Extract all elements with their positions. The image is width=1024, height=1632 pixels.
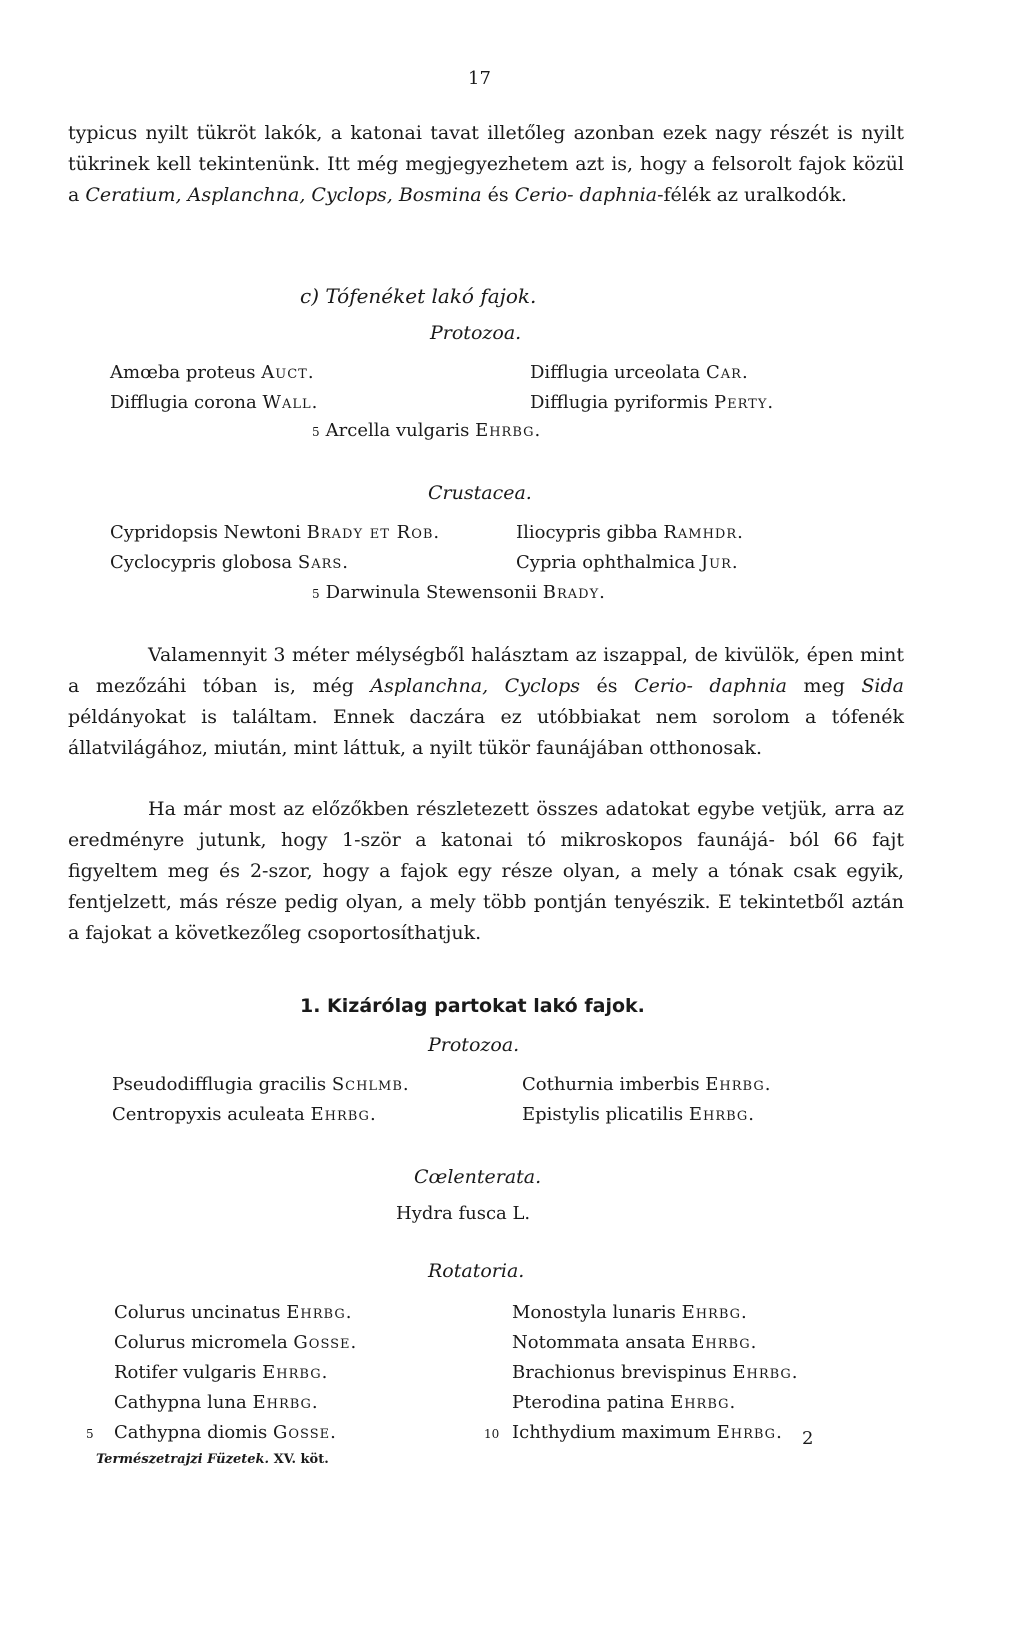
species-entry: Epistylis plicatilis Ehrbg.: [522, 1104, 756, 1125]
signature-mark: 2: [802, 1428, 814, 1449]
species-entry: Difflugia pyriformis Perty.: [530, 392, 775, 413]
species-entry: Rotifer vulgaris Ehrbg.: [114, 1362, 329, 1383]
section-c-protozoa-label: Protozoa.: [430, 322, 522, 344]
paragraph-2: Valamennyit 3 méter mélységből halásztam az iszappal, de kivülök, épen mint a mezőzáhi tóban is, még Asplanchna, Cyclops és Cerio- daphnia meg Sida példányokat is találtam. Ennek daczára ez utóbbiakat nem sorolom a tófenék állatvilágához, miután, mint láttuk, a nyilt tükör faunájában otthonosak.: [68, 644, 904, 759]
footer-journal: Természetrajzi Füzetek. XV. köt.: [96, 1452, 329, 1467]
intro-italic-1: Ceratium, Asplanchna, Cyclops, Bosmina: [85, 184, 482, 206]
intro-text-3: -félék az uralkodók.: [657, 184, 847, 206]
species-entry: Notommata ansata Ehrbg.: [512, 1332, 758, 1353]
species-entry: Hydra fusca L.: [396, 1203, 531, 1224]
species-entry: Cypria ophthalmica Jur.: [516, 552, 739, 573]
species-entry: 5 Darwinula Stewensonii Brady.: [312, 582, 606, 603]
species-entry: 5 Arcella vulgaris Ehrbg.: [312, 420, 542, 441]
species-entry: Monostyla lunaris Ehrbg.: [512, 1302, 748, 1323]
species-entry: Difflugia corona Wall.: [110, 392, 319, 413]
species-entry: 10 Ichthydium maximum Ehrbg.: [484, 1422, 783, 1443]
species-entry: Centropyxis aculeata Ehrbg.: [112, 1104, 377, 1125]
species-entry: Iliocypris gibba Ramhdr.: [516, 522, 744, 543]
species-entry: Difflugia urceolata Car.: [530, 362, 749, 383]
section-c-crustacea-label: Crustacea.: [428, 482, 532, 504]
species-entry: Cothurnia imberbis Ehrbg.: [522, 1074, 772, 1095]
intro-italic-2: Cerio- daphnia: [514, 184, 658, 206]
paragraph-3: Ha már most az előzőkben részletezett összes adatokat egybe vetjük, arra az eredményre jutunk, hogy 1-ször a katonai tó mikroskopos faunájá- ból 66 fajt figyeltem meg és 2-szor, hogy a fajok egy része olyan, a mely a tónak csak egyik, fentjelzett, más része pedig olyan, a mely több pontján tenyészik. E tekintetből aztán a fajokat a következőleg csoportosíthatjuk.: [68, 798, 904, 944]
species-entry: Brachionus brevispinus Ehrbg.: [512, 1362, 799, 1383]
intro-paragraph: [68, 118, 904, 211]
section-1-coelenterata-label: Cœlenterata.: [414, 1166, 542, 1188]
rotatoria-left-column: [86, 1298, 357, 1449]
species-entry: Colurus uncinatus Ehrbg.: [114, 1302, 353, 1323]
page-number: 17: [468, 68, 491, 89]
species-entry: Pterodina patina Ehrbg.: [512, 1392, 737, 1413]
species-entry: Cathypna luna Ehrbg.: [114, 1392, 319, 1413]
species-entry: Cyclocypris globosa Sars.: [110, 552, 350, 573]
section-1-rotatoria-label: Rotatoria.: [428, 1260, 525, 1282]
species-entry: 5 Cathypna diomis Gosse.: [86, 1422, 337, 1443]
species-entry: Pseudodifflugia gracilis Schlmb.: [112, 1074, 410, 1095]
intro-text-2: és: [481, 184, 515, 206]
section-1-heading: 1. Kizárólag partokat lakó fajok.: [300, 995, 645, 1017]
species-entry: Amœba proteus Auct.: [110, 362, 315, 383]
species-entry: Cypridopsis Newtoni Brady et Rob.: [110, 522, 441, 543]
section-1-protozoa-label: Protozoa.: [428, 1034, 520, 1056]
species-entry: Colurus micromela Gosse.: [114, 1332, 358, 1353]
intro-text-1: typicus nyilt tükröt lakók, a katonai tavat illetőleg azonban ezek nagy részét is nyilt tükrinek kell tekintenünk. Itt még megjegyezhetem azt is, hogy a felsorolt fajok közül a: [68, 122, 904, 206]
rotatoria-right-column: [484, 1298, 799, 1449]
section-c-heading: c) Tófenéket lakó fajok.: [300, 284, 537, 308]
